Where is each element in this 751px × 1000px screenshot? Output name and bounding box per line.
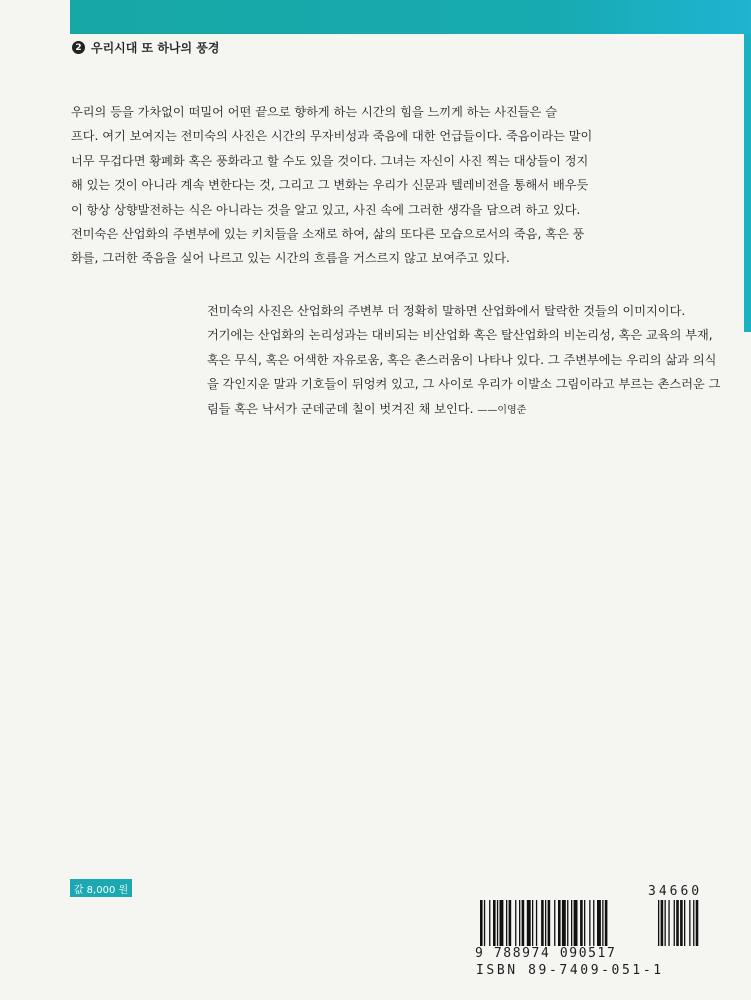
isbn-number: ISBN 89-7409-051-1	[476, 963, 664, 978]
isbn-barcode	[470, 884, 720, 984]
price-tag: 값 8,000 원	[70, 879, 132, 897]
text-line: 우리의 등을 가차없이 떠밀어 어떤 끝으로 향하게 하는 시간의 힘을 느끼게 하는 사진들은 슬	[71, 105, 557, 119]
text-line: 전미숙의 사진은 산업화의 주변부 더 정확히 말하면 산업화에서 탈락한 것들의 이미지이다.	[207, 304, 686, 318]
barcode-ean-digits: 9 788974 090517	[475, 946, 617, 961]
text-line: 프다. 여기 보여지는 전미숙의 사진은 시간의 무자비성과 죽음에 대한 언급들이다. 죽음이라는 말이	[71, 129, 593, 144]
text-line: 을 각인지운 말과 기호들이 뒤엉켜 있고, 그 사이로 우리가 이발소 그림이라고 부르는 촌스러운 그	[207, 377, 721, 392]
text-line: 너무 무겁다면 황폐화 혹은 풍화라고 할 수도 있을 것이다. 그녀는 자신이 사진 찍는 대상들이 정지	[71, 153, 589, 168]
author-credit: ——이영준	[477, 404, 527, 416]
text-line	[207, 397, 720, 423]
paragraph-2	[207, 299, 720, 423]
text-line: 이 항상 상향발전하는 식은 아니라는 것을 알고 있고, 사진 속에 그러한 생각을 담으려 하고 있다.	[71, 202, 581, 217]
series-title	[72, 39, 219, 56]
text-line: 전미숙은 산업화의 주변부에 있는 키치들을 소재로 하여, 삶의 또다른 모습으로서의 죽음, 혹은 풍	[71, 227, 585, 242]
series-title-text: 우리시대 또 하나의 풍경	[91, 41, 220, 55]
paragraph-1	[71, 100, 592, 271]
barcode-addon-digits: 34660	[648, 884, 703, 899]
text-line: 거기에는 산업화의 논리성과는 대비되는 비산업화 혹은 탈산업화의 비논리성, 혹은 교육의 부재,	[207, 328, 713, 343]
last-line-text: 림들 혹은 낙서가 군데군데 칠이 벗겨진 채 보인다.	[207, 401, 474, 416]
top-color-band	[70, 0, 751, 34]
barcode-bars	[480, 900, 710, 948]
text-line: 화를, 그러한 죽음을 실어 나르고 있는 시간의 흐름을 거스르지 않고 보여주고 있다.	[71, 251, 510, 266]
series-number-badge: 2	[72, 41, 85, 54]
side-color-bar	[744, 34, 751, 332]
text-line: 혹은 무식, 혹은 어색한 자유로움, 혹은 촌스러움이 나타나 있다. 그 주변부에는 우리의 삶과 의식	[207, 352, 717, 367]
text-line: 해 있는 것이 아니라 계속 변한다는 것, 그리고 그 변화는 우리가 신문과 텔레비전을 통해서 배우듯	[71, 178, 589, 193]
